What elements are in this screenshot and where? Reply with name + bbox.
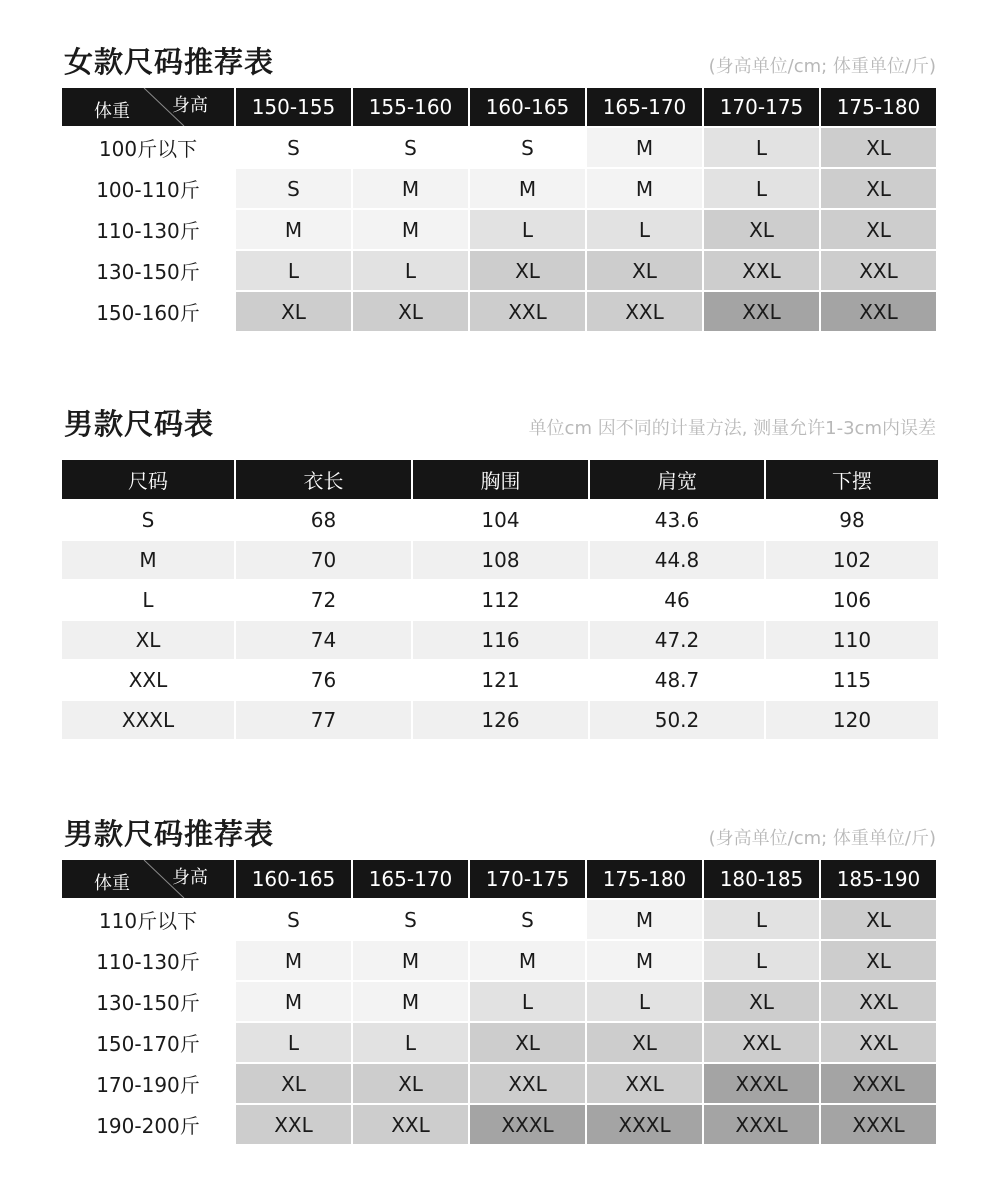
recommended-size-cell: XXL: [704, 1023, 819, 1062]
recommended-size-cell: XL: [353, 292, 468, 331]
height-column-header: 150-155: [236, 88, 351, 126]
men-section-header: [62, 812, 936, 852]
height-column-header: 160-165: [236, 860, 351, 898]
recommended-size-cell: L: [236, 251, 351, 290]
recommended-size-cell: XXL: [587, 1064, 702, 1103]
weight-row-label: 130-150斤: [62, 251, 234, 290]
table-corner-header: [62, 860, 234, 898]
recommended-size-cell: M: [353, 941, 468, 980]
recommended-size-cell: L: [353, 251, 468, 290]
recommended-size-cell: XXL: [236, 1105, 351, 1144]
measurement-column-header: 肩宽: [590, 460, 764, 499]
measurement-value-cell: 110: [766, 621, 938, 659]
recommended-size-cell: S: [470, 128, 585, 167]
women-unit-note: (身高单位/cm; 体重单位/斤): [708, 56, 936, 77]
corner-diagonal-divider: [62, 860, 234, 898]
women-section-header: [62, 40, 936, 80]
measurement-value-cell: 116: [413, 621, 588, 659]
size-label-cell: M: [62, 541, 234, 579]
recommended-size-cell: XXL: [587, 292, 702, 331]
recommended-size-cell: XXL: [821, 982, 936, 1021]
recommended-size-cell: XL: [236, 1064, 351, 1103]
recommended-size-cell: XL: [821, 941, 936, 980]
recommended-size-cell: L: [587, 982, 702, 1021]
recommended-size-cell: L: [470, 982, 585, 1021]
recommended-size-cell: XXL: [470, 1064, 585, 1103]
weight-row-label: 100斤以下: [62, 128, 234, 167]
measurement-value-cell: 102: [766, 541, 938, 579]
measurement-value-cell: 43.6: [590, 501, 764, 539]
height-column-header: 175-180: [587, 860, 702, 898]
recommended-size-cell: XL: [704, 982, 819, 1021]
recommended-size-cell: S: [236, 128, 351, 167]
weight-row-label: 110斤以下: [62, 900, 234, 939]
size-label-cell: XL: [62, 621, 234, 659]
recommended-size-cell: M: [236, 210, 351, 249]
recommended-size-cell: M: [236, 941, 351, 980]
recommended-size-cell: S: [236, 169, 351, 208]
recommended-size-cell: XXL: [704, 251, 819, 290]
men-size-section-header: [62, 402, 936, 442]
recommended-size-cell: XL: [470, 251, 585, 290]
measurement-value-cell: 44.8: [590, 541, 764, 579]
height-column-header: 160-165: [470, 88, 585, 126]
recommended-size-cell: L: [704, 169, 819, 208]
recommended-size-cell: XXL: [353, 1105, 468, 1144]
women-size-recommendation-section: [62, 40, 936, 331]
men-size-measurement-note: 单位cm 因不同的计量方法, 测量允许1-3cm内误差: [528, 418, 936, 439]
measurement-value-cell: 108: [413, 541, 588, 579]
men-size-recommendation-section: [62, 812, 936, 1144]
recommended-size-cell: L: [587, 210, 702, 249]
recommended-size-cell: XXL: [821, 1023, 936, 1062]
height-column-header: 170-175: [470, 860, 585, 898]
measurement-column-header: 胸围: [413, 460, 588, 499]
weight-row-label: 190-200斤: [62, 1105, 234, 1144]
recommended-size-cell: XL: [821, 210, 936, 249]
recommended-size-cell: XL: [236, 292, 351, 331]
recommended-size-cell: XXXL: [821, 1105, 936, 1144]
recommended-size-cell: L: [704, 941, 819, 980]
measurement-column-header: 尺码: [62, 460, 234, 499]
weight-row-label: 170-190斤: [62, 1064, 234, 1103]
height-column-header: 155-160: [353, 88, 468, 126]
size-label-cell: S: [62, 501, 234, 539]
recommended-size-cell: L: [236, 1023, 351, 1062]
recommended-size-cell: S: [236, 900, 351, 939]
recommended-size-cell: S: [353, 900, 468, 939]
recommended-size-cell: XL: [821, 169, 936, 208]
recommended-size-cell: S: [470, 900, 585, 939]
measurement-column-header: 衣长: [236, 460, 411, 499]
recommended-size-cell: XL: [470, 1023, 585, 1062]
recommended-size-cell: XXL: [821, 251, 936, 290]
height-column-header: 175-180: [821, 88, 936, 126]
measurement-value-cell: 121: [413, 661, 588, 699]
recommended-size-cell: M: [587, 900, 702, 939]
weight-row-label: 110-130斤: [62, 210, 234, 249]
recommended-size-cell: M: [470, 941, 585, 980]
recommended-size-cell: XL: [821, 128, 936, 167]
recommended-size-cell: XXL: [821, 292, 936, 331]
recommended-size-cell: L: [704, 128, 819, 167]
measurement-value-cell: 106: [766, 581, 938, 619]
men-size-section-title: 男款尺码表: [64, 407, 215, 441]
recommended-size-cell: XXL: [470, 292, 585, 331]
measurement-value-cell: 72: [236, 581, 411, 619]
recommended-size-cell: XL: [821, 900, 936, 939]
recommended-size-cell: S: [353, 128, 468, 167]
recommended-size-cell: M: [587, 941, 702, 980]
recommended-size-cell: M: [353, 210, 468, 249]
recommended-size-cell: XXL: [704, 292, 819, 331]
recommended-size-cell: XXXL: [587, 1105, 702, 1144]
recommended-size-cell: XXXL: [470, 1105, 585, 1144]
table-corner-header: [62, 88, 234, 126]
measurement-value-cell: 112: [413, 581, 588, 619]
height-column-header: 170-175: [704, 88, 819, 126]
measurement-value-cell: 104: [413, 501, 588, 539]
measurement-value-cell: 120: [766, 701, 938, 739]
measurement-value-cell: 115: [766, 661, 938, 699]
weight-row-label: 130-150斤: [62, 982, 234, 1021]
corner-weight-label: 体重: [94, 101, 130, 122]
recommended-size-cell: XXXL: [704, 1064, 819, 1103]
measurement-value-cell: 74: [236, 621, 411, 659]
measurement-value-cell: 46: [590, 581, 764, 619]
recommended-size-cell: M: [470, 169, 585, 208]
corner-diagonal-divider: [62, 88, 234, 126]
women-section-title: 女款尺码推荐表: [64, 45, 275, 79]
measurement-column-header: 下摆: [766, 460, 938, 499]
measurement-value-cell: 126: [413, 701, 588, 739]
size-label-cell: L: [62, 581, 234, 619]
measurement-value-cell: 50.2: [590, 701, 764, 739]
measurement-value-cell: 48.7: [590, 661, 764, 699]
weight-row-label: 150-170斤: [62, 1023, 234, 1062]
weight-row-label: 100-110斤: [62, 169, 234, 208]
men-recommendation-table: [62, 860, 936, 1144]
recommended-size-cell: M: [353, 169, 468, 208]
recommended-size-cell: XL: [587, 1023, 702, 1062]
measurement-value-cell: 68: [236, 501, 411, 539]
measurement-value-cell: 47.2: [590, 621, 764, 659]
corner-height-label: 身高: [172, 95, 208, 116]
height-column-header: 180-185: [704, 860, 819, 898]
recommended-size-cell: L: [353, 1023, 468, 1062]
recommended-size-cell: L: [470, 210, 585, 249]
measurement-value-cell: 98: [766, 501, 938, 539]
recommended-size-cell: XXXL: [704, 1105, 819, 1144]
recommended-size-cell: XL: [704, 210, 819, 249]
weight-row-label: 110-130斤: [62, 941, 234, 980]
height-column-header: 185-190: [821, 860, 936, 898]
recommended-size-cell: M: [353, 982, 468, 1021]
measurement-value-cell: 70: [236, 541, 411, 579]
recommended-size-cell: XXXL: [821, 1064, 936, 1103]
measurement-value-cell: 76: [236, 661, 411, 699]
measurement-value-cell: 77: [236, 701, 411, 739]
weight-row-label: 150-160斤: [62, 292, 234, 331]
height-column-header: 165-170: [587, 88, 702, 126]
corner-height-label: 身高: [172, 867, 208, 888]
corner-weight-label: 体重: [94, 873, 130, 894]
recommended-size-cell: M: [236, 982, 351, 1021]
men-section-title: 男款尺码推荐表: [64, 817, 275, 851]
recommended-size-cell: L: [704, 900, 819, 939]
men-unit-note: (身高单位/cm; 体重单位/斤): [708, 828, 936, 849]
men-size-chart-section: [62, 402, 936, 741]
women-recommendation-table: [62, 88, 936, 331]
recommended-size-cell: XL: [587, 251, 702, 290]
size-label-cell: XXXL: [62, 701, 234, 739]
size-label-cell: XXL: [62, 661, 234, 699]
recommended-size-cell: M: [587, 128, 702, 167]
men-size-measurement-table: [62, 460, 936, 741]
recommended-size-cell: M: [587, 169, 702, 208]
height-column-header: 165-170: [353, 860, 468, 898]
recommended-size-cell: XL: [353, 1064, 468, 1103]
